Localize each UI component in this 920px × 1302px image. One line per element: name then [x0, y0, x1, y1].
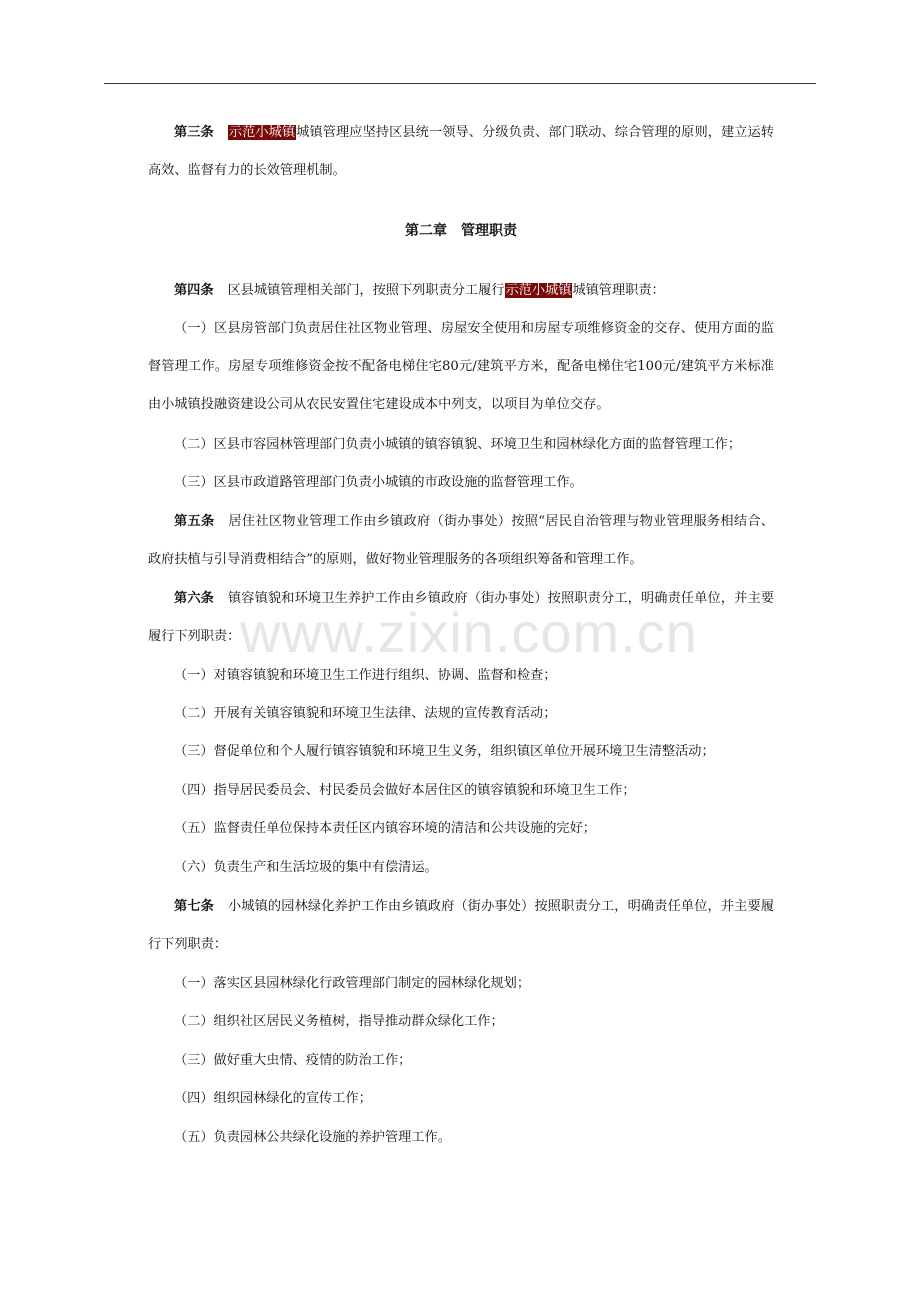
article-text: 镇容镇貌和环境卫生养护工作由乡镇政府（街办事处）按照职责分工，明确责任单位，并主要履行下列职责： [148, 591, 775, 644]
header-rule [104, 83, 816, 84]
article-5 [148, 503, 774, 579]
list-item: （五）负责园林公共绿化设施的养护管理工作。 [174, 1130, 451, 1145]
article-label: 第六条 [174, 591, 214, 606]
list-item: （五）监督责任单位保持本责任区内镇容环境的清洁和公共设施的完好； [174, 821, 596, 836]
list-item: （二）区县市容园林管理部门负责小城镇的镇容镇貌、环境卫生和园林绿化方面的监督管理工作； [174, 437, 742, 452]
article-text: 小城镇的园林绿化养护工作由乡镇政府（街办事处）按照职责分工，明确责任单位，并主要履行下列职责： [148, 899, 775, 952]
chapter-title: 第二章 管理职责 [405, 223, 517, 239]
highlight-term: 示范小城镇 [228, 125, 296, 140]
article-text: 区县城镇管理相关部门，按照下列职责分工履行 [227, 283, 505, 298]
highlight-term: 示范小城镇 [505, 283, 572, 298]
article-3 [148, 114, 774, 190]
article-label: 第四条 [174, 283, 214, 298]
article-label: 第三条 [174, 125, 214, 140]
list-item: （三）做好重大虫情、疫情的防治工作； [174, 1053, 412, 1068]
list-item: （四）组织园林绿化的宣传工作； [174, 1091, 372, 1106]
article-text: 居住社区物业管理工作由乡镇政府（街办事处）按照“居民自治管理与物业管理服务相结合、政府扶植与引导消费相结合”的原则，做好物业管理服务的各项组织筹备和管理工作。 [148, 514, 774, 567]
list-item: （四）指导居民委员会、村民委员会做好本居住区的镇容镇貌和环境卫生工作； [174, 783, 636, 798]
article-6 [148, 580, 774, 656]
list-item: （三）督促单位和个人履行镇容镇貌和环境卫生义务，组织镇区单位开展环境卫生清整活动； [174, 744, 715, 759]
article-4 [148, 272, 774, 310]
article-7 [148, 888, 774, 964]
article-text: 城镇管理职责： [572, 283, 665, 298]
list-item: （三）区县市政道路管理部门负责小城镇的市政设施的监督管理工作。 [174, 475, 583, 490]
list-item: （一）对镇容镇貌和环境卫生工作进行组织、协调、监督和检查； [174, 668, 557, 683]
list-item: （六）负责生产和生活垃圾的集中有偿清运。 [174, 860, 438, 875]
list-item: （一）区县房管部门负责居住社区物业管理、房屋安全使用和房屋专项维修资金的交存、使用方面的监督管理工作。房屋专项维修资金按不配备电梯住宅80元/建筑平方米，配备电梯住宅100元/建筑平方米标准由小城镇投融资建设公司从农民安置住宅建设成本中列支，以项目为单位交存。 [148, 321, 774, 412]
list-item: （二）开展有关镇容镇貌和环境卫生法律、法规的宣传教育活动； [174, 706, 557, 721]
article-label: 第七条 [174, 899, 214, 914]
watermark: www.zixin.com.cn [240, 601, 698, 664]
article-text: 城镇管理应坚持区县统一领导、分级负责、部门联动、综合管理的原则，建立运转高效、监督有力的长效管理机制。 [148, 125, 775, 178]
list-item: （二）组织社区居民义务植树，指导推动群众绿化工作； [174, 1014, 504, 1029]
article-label: 第五条 [174, 514, 215, 529]
list-item: （一）落实区县园林绿化行政管理部门制定的园林绿化规划； [174, 976, 531, 991]
